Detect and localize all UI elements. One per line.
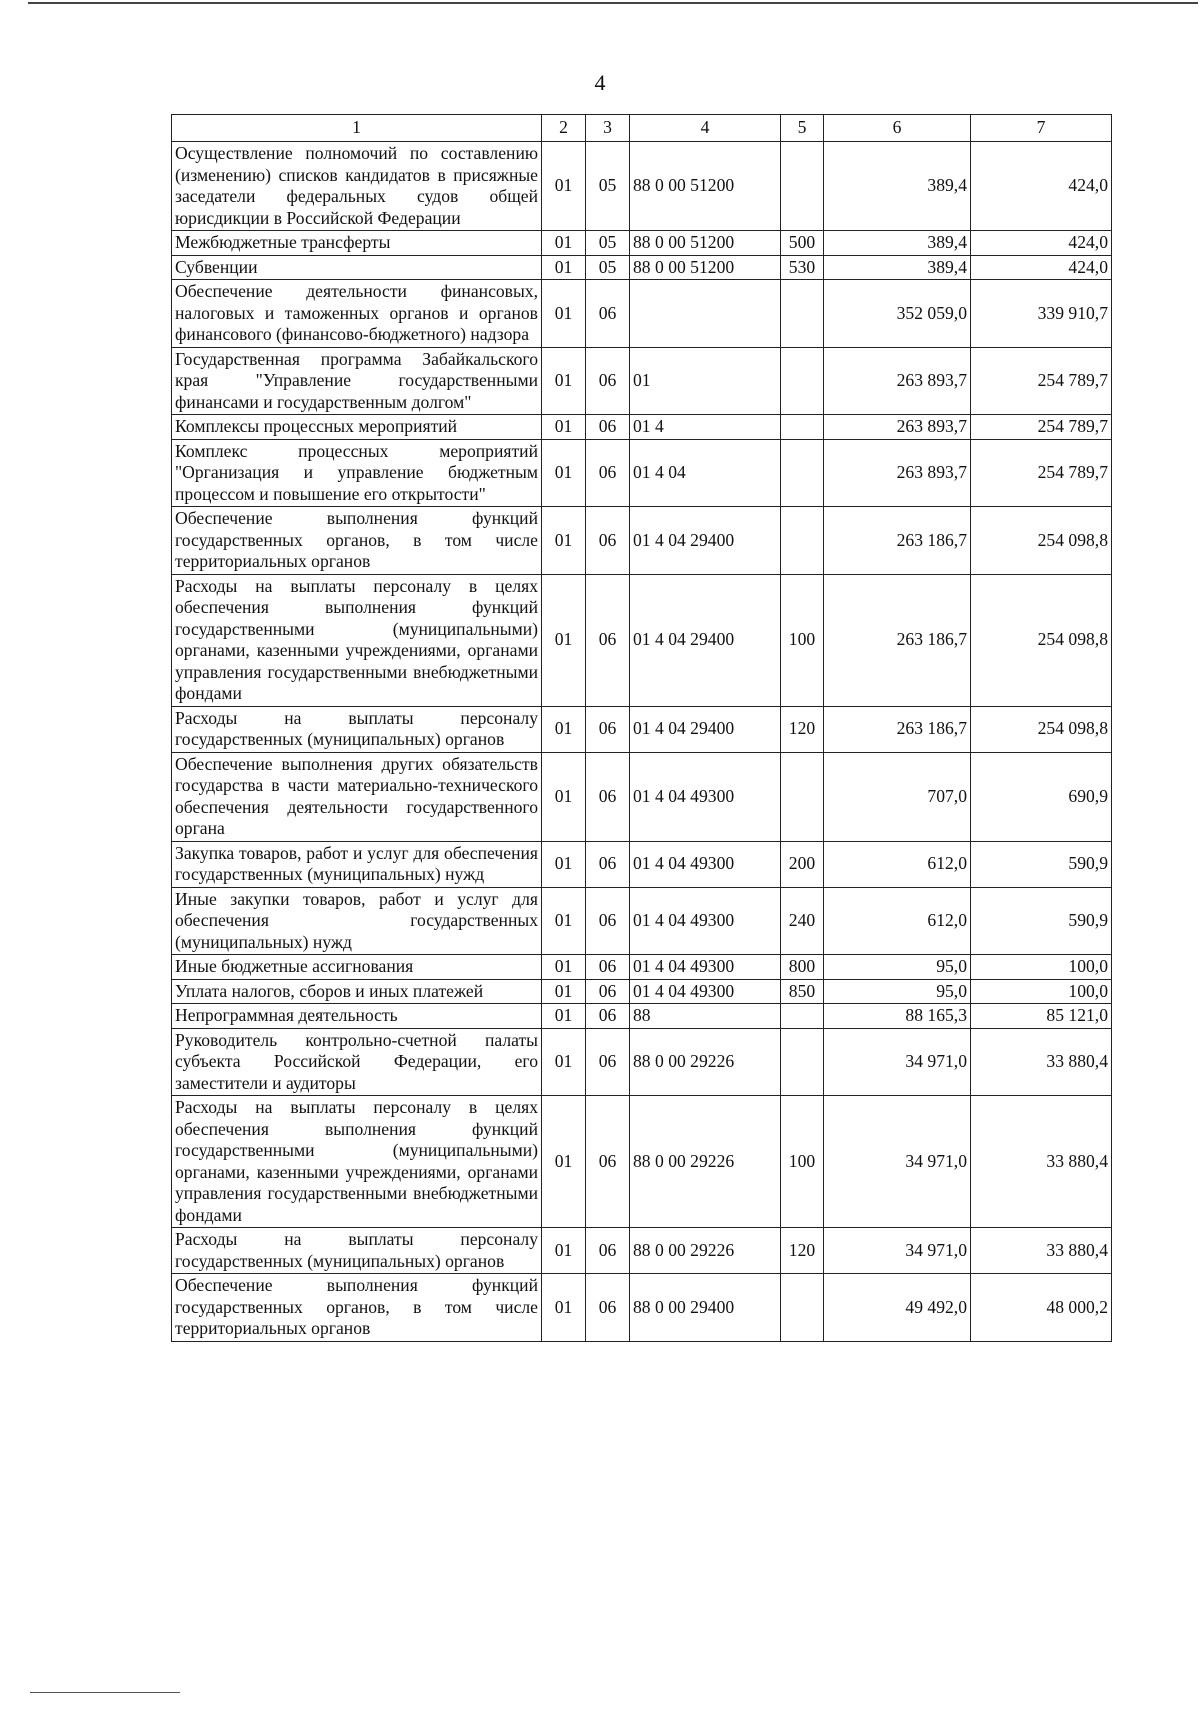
header-cell-7: 7 [971, 115, 1112, 142]
amount-year1-cell: 707,0 [824, 752, 971, 841]
amount-year1-cell: 49 492,0 [824, 1274, 971, 1342]
amount-year2-cell: 33 880,4 [971, 1228, 1112, 1274]
amount-year1-cell: 389,4 [824, 231, 971, 256]
amount-year2-cell: 254 789,7 [971, 347, 1112, 415]
expense-name-cell: Комплекс процессных мероприятий "Организация и управление бюджетным процессом и повышение его открытости" [172, 439, 542, 507]
expense-type-cell: 100 [781, 1096, 824, 1228]
table-row [172, 887, 1112, 955]
section-code-cell: 01 [542, 979, 586, 1004]
expense-type-cell [781, 507, 824, 575]
subsection-code-cell: 06 [586, 1028, 630, 1096]
expense-type-cell [781, 347, 824, 415]
table-row [172, 574, 1112, 706]
table-row [172, 231, 1112, 256]
amount-year1-cell: 95,0 [824, 955, 971, 980]
table-body [172, 142, 1112, 1342]
budget-table [171, 114, 1112, 1342]
table-row [172, 347, 1112, 415]
table-row [172, 142, 1112, 231]
amount-year2-cell: 424,0 [971, 142, 1112, 231]
expense-name-cell: Комплексы процессных мероприятий [172, 415, 542, 440]
header-cell-2: 2 [542, 115, 586, 142]
expense-name-cell: Осуществление полномочий по составлению (изменению) списков кандидатов в присяжные заседатели федеральных судов общей юрисдикции в Российской Федерации [172, 142, 542, 231]
expense-name-cell: Непрограммная деятельность [172, 1004, 542, 1029]
subsection-code-cell: 06 [586, 1096, 630, 1228]
target-article-cell: 01 4 04 29400 [630, 507, 781, 575]
table-row [172, 1096, 1112, 1228]
expense-type-cell [781, 439, 824, 507]
expense-type-cell [781, 1274, 824, 1342]
table-row [172, 1274, 1112, 1342]
amount-year2-cell: 254 098,8 [971, 574, 1112, 706]
section-code-cell: 01 [542, 1028, 586, 1096]
subsection-code-cell: 06 [586, 1228, 630, 1274]
subsection-code-cell: 06 [586, 706, 630, 752]
amount-year1-cell: 34 971,0 [824, 1028, 971, 1096]
amount-year1-cell: 352 059,0 [824, 280, 971, 348]
amount-year2-cell: 254 789,7 [971, 439, 1112, 507]
table-row [172, 706, 1112, 752]
section-code-cell: 01 [542, 574, 586, 706]
amount-year1-cell: 389,4 [824, 142, 971, 231]
table-row [172, 1028, 1112, 1096]
amount-year1-cell: 612,0 [824, 841, 971, 887]
target-article-cell: 01 4 04 29400 [630, 706, 781, 752]
table-row [172, 955, 1112, 980]
amount-year1-cell: 263 186,7 [824, 706, 971, 752]
header-cell-3: 3 [586, 115, 630, 142]
expense-name-cell: Закупка товаров, работ и услуг для обеспечения государственных (муниципальных) нужд [172, 841, 542, 887]
subsection-code-cell: 06 [586, 439, 630, 507]
table-row [172, 1004, 1112, 1029]
amount-year1-cell: 263 893,7 [824, 347, 971, 415]
amount-year1-cell: 88 165,3 [824, 1004, 971, 1029]
subsection-code-cell: 06 [586, 347, 630, 415]
table-row [172, 415, 1112, 440]
target-article-cell: 88 0 00 51200 [630, 255, 781, 280]
expense-name-cell: Иные бюджетные ассигнования [172, 955, 542, 980]
expense-type-cell [781, 752, 824, 841]
target-article-cell: 88 0 00 29400 [630, 1274, 781, 1342]
section-code-cell: 01 [542, 1274, 586, 1342]
subsection-code-cell: 06 [586, 1004, 630, 1029]
header-cell-4: 4 [630, 115, 781, 142]
amount-year1-cell: 612,0 [824, 887, 971, 955]
amount-year2-cell: 590,9 [971, 841, 1112, 887]
amount-year1-cell: 34 971,0 [824, 1228, 971, 1274]
expense-name-cell: Обеспечение выполнения функций государственных органов, в том числе территориальных органов [172, 507, 542, 575]
expense-name-cell: Иные закупки товаров, работ и услуг для обеспечения государственных (муниципальных) нужд [172, 887, 542, 955]
target-article-cell: 01 4 04 49300 [630, 752, 781, 841]
target-article-cell: 88 0 00 29226 [630, 1228, 781, 1274]
amount-year2-cell: 424,0 [971, 255, 1112, 280]
section-code-cell: 01 [542, 752, 586, 841]
amount-year1-cell: 263 893,7 [824, 439, 971, 507]
subsection-code-cell: 06 [586, 955, 630, 980]
expense-name-cell: Обеспечение выполнения других обязательств государства в части материально-технического обеспечения деятельности государственного органа [172, 752, 542, 841]
amount-year2-cell: 690,9 [971, 752, 1112, 841]
scan-edge-line-bottom [30, 1692, 180, 1693]
target-article-cell: 88 [630, 1004, 781, 1029]
scan-edge-line [28, 2, 1198, 4]
amount-year1-cell: 95,0 [824, 979, 971, 1004]
section-code-cell: 01 [542, 347, 586, 415]
expense-type-cell [781, 415, 824, 440]
expense-name-cell: Расходы на выплаты персоналу в целях обеспечения выполнения функций государственными (муниципальными) органами, казенными учреждениями, органами управления государственными внебюджетными фондами [172, 1096, 542, 1228]
target-article-cell: 01 [630, 347, 781, 415]
header-row [172, 115, 1112, 142]
expense-type-cell: 800 [781, 955, 824, 980]
page-number: 4 [594, 70, 606, 95]
table-row [172, 752, 1112, 841]
expense-name-cell: Государственная программа Забайкальского края "Управление государственными финансами и государственным долгом" [172, 347, 542, 415]
header-cell-1: 1 [172, 115, 542, 142]
amount-year2-cell: 339 910,7 [971, 280, 1112, 348]
section-code-cell: 01 [542, 142, 586, 231]
target-article-cell: 01 4 04 49300 [630, 841, 781, 887]
subsection-code-cell: 06 [586, 415, 630, 440]
amount-year2-cell: 424,0 [971, 231, 1112, 256]
expense-type-cell: 240 [781, 887, 824, 955]
subsection-code-cell: 05 [586, 255, 630, 280]
subsection-code-cell: 06 [586, 1274, 630, 1342]
section-code-cell: 01 [542, 507, 586, 575]
table-row [172, 841, 1112, 887]
expense-name-cell: Субвенции [172, 255, 542, 280]
section-code-cell: 01 [542, 841, 586, 887]
section-code-cell: 01 [542, 415, 586, 440]
section-code-cell: 01 [542, 280, 586, 348]
target-article-cell: 01 4 04 [630, 439, 781, 507]
target-article-cell [630, 280, 781, 348]
amount-year1-cell: 263 893,7 [824, 415, 971, 440]
subsection-code-cell: 06 [586, 841, 630, 887]
table-row [172, 507, 1112, 575]
subsection-code-cell: 06 [586, 280, 630, 348]
subsection-code-cell: 06 [586, 752, 630, 841]
expense-type-cell [781, 142, 824, 231]
section-code-cell: 01 [542, 1096, 586, 1228]
target-article-cell: 01 4 04 29400 [630, 574, 781, 706]
expense-name-cell: Расходы на выплаты персоналу государственных (муниципальных) органов [172, 706, 542, 752]
subsection-code-cell: 06 [586, 507, 630, 575]
amount-year2-cell: 254 098,8 [971, 507, 1112, 575]
section-code-cell: 01 [542, 1228, 586, 1274]
expense-type-cell: 200 [781, 841, 824, 887]
section-code-cell: 01 [542, 955, 586, 980]
section-code-cell: 01 [542, 231, 586, 256]
amount-year2-cell: 254 098,8 [971, 706, 1112, 752]
amount-year2-cell: 100,0 [971, 955, 1112, 980]
expense-name-cell: Уплата налогов, сборов и иных платежей [172, 979, 542, 1004]
expense-type-cell [781, 1004, 824, 1029]
amount-year1-cell: 34 971,0 [824, 1096, 971, 1228]
amount-year2-cell: 85 121,0 [971, 1004, 1112, 1029]
expense-type-cell: 100 [781, 574, 824, 706]
expense-name-cell: Руководитель контрольно-счетной палаты субъекта Российской Федерации, его заместители и аудиторы [172, 1028, 542, 1096]
expense-type-cell [781, 280, 824, 348]
target-article-cell: 88 0 00 29226 [630, 1028, 781, 1096]
amount-year2-cell: 100,0 [971, 979, 1112, 1004]
section-code-cell: 01 [542, 887, 586, 955]
expense-name-cell: Расходы на выплаты персоналу в целях обеспечения выполнения функций государственными (муниципальными) органами, казенными учреждениями, органами управления государственными внебюджетными фондами [172, 574, 542, 706]
expense-type-cell: 500 [781, 231, 824, 256]
amount-year2-cell: 33 880,4 [971, 1028, 1112, 1096]
table-row [172, 1228, 1112, 1274]
amount-year2-cell: 33 880,4 [971, 1096, 1112, 1228]
table-row [172, 979, 1112, 1004]
expense-type-cell: 120 [781, 1228, 824, 1274]
subsection-code-cell: 06 [586, 887, 630, 955]
subsection-code-cell: 06 [586, 574, 630, 706]
header-cell-6: 6 [824, 115, 971, 142]
expense-name-cell: Расходы на выплаты персоналу государственных (муниципальных) органов [172, 1228, 542, 1274]
expense-name-cell: Обеспечение выполнения функций государственных органов, в том числе территориальных органов [172, 1274, 542, 1342]
subsection-code-cell: 06 [586, 979, 630, 1004]
subsection-code-cell: 05 [586, 231, 630, 256]
target-article-cell: 01 4 04 49300 [630, 887, 781, 955]
table-row [172, 255, 1112, 280]
amount-year2-cell: 590,9 [971, 887, 1112, 955]
expense-type-cell: 850 [781, 979, 824, 1004]
section-code-cell: 01 [542, 706, 586, 752]
target-article-cell: 88 0 00 51200 [630, 142, 781, 231]
subsection-code-cell: 05 [586, 142, 630, 231]
target-article-cell: 01 4 04 49300 [630, 979, 781, 1004]
amount-year2-cell: 48 000,2 [971, 1274, 1112, 1342]
amount-year1-cell: 263 186,7 [824, 507, 971, 575]
section-code-cell: 01 [542, 255, 586, 280]
target-article-cell: 88 0 00 29226 [630, 1096, 781, 1228]
table-row [172, 439, 1112, 507]
expense-name-cell: Межбюджетные трансферты [172, 231, 542, 256]
expense-type-cell: 120 [781, 706, 824, 752]
expense-name-cell: Обеспечение деятельности финансовых, налоговых и таможенных органов и органов финансового (финансово-бюджетного) надзора [172, 280, 542, 348]
table-row [172, 280, 1112, 348]
amount-year1-cell: 389,4 [824, 255, 971, 280]
section-code-cell: 01 [542, 439, 586, 507]
target-article-cell: 01 4 [630, 415, 781, 440]
target-article-cell: 88 0 00 51200 [630, 231, 781, 256]
target-article-cell: 01 4 04 49300 [630, 955, 781, 980]
expense-type-cell [781, 1028, 824, 1096]
section-code-cell: 01 [542, 1004, 586, 1029]
amount-year1-cell: 263 186,7 [824, 574, 971, 706]
expense-type-cell: 530 [781, 255, 824, 280]
header-cell-5: 5 [781, 115, 824, 142]
amount-year2-cell: 254 789,7 [971, 415, 1112, 440]
